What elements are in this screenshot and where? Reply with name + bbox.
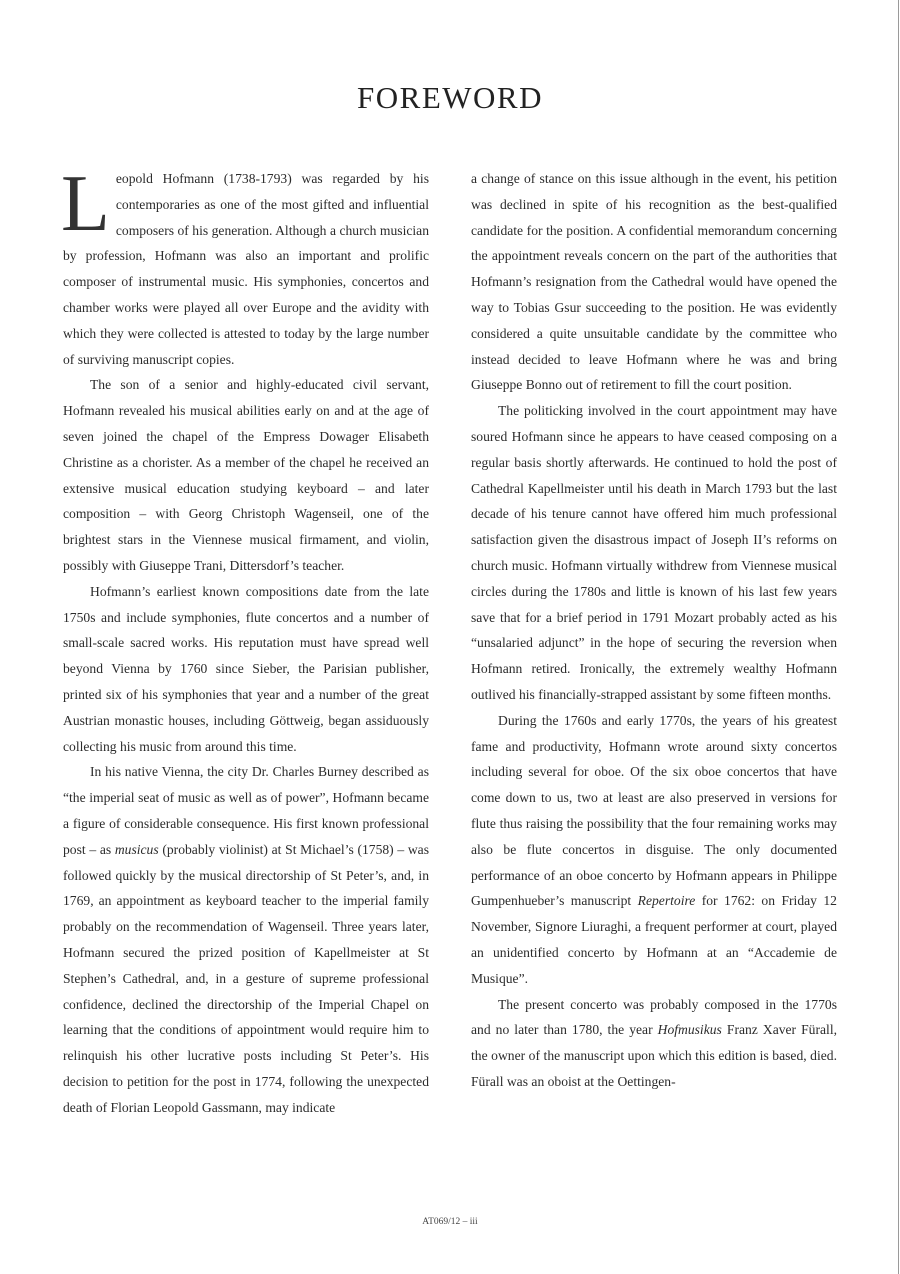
drop-cap: L xyxy=(61,160,110,248)
italic-term: musicus xyxy=(114,841,159,857)
paragraph-text: The present concerto was probably composed in the 1770s and no later than 1780, the year xyxy=(471,996,837,1038)
paragraph xyxy=(471,708,837,992)
paragraph: a change of stance on this issue although in the event, his petition was declined in spite of his recognition as the best-qualified candidate for the position. A confidential memorandum concerning the appointment reveals concern on the part of the authorities that Hofmann’s resignation from the Cathedral would have opened the way to Tobias Gsur succeeding to the position. He was evidently considered a quite unsuitable candidate by the committee who instead decided to leave Hofmann where he was and bring Giuseppe Bonno out of retirement to fill the court position. xyxy=(471,171,837,393)
right-text-column xyxy=(471,166,837,1095)
page-title: FOREWORD xyxy=(357,80,543,115)
paragraph-text: Franz Xaver Fürall, the owner of the manuscript upon which this edition is based, died. Fürall was an oboist at the Oettingen- xyxy=(471,1022,837,1089)
paragraph: The politicking involved in the court appointment may have soured Hofmann since he appears to have ceased composing on a regular basis shortly afterwards. He continued to hold the post of Cathedral Kapellmeister until his death in March 1793 but the last decade of his tenure cannot have offered him much professional satisfaction given the disastrous impact of Joseph II’s reforms on church music. Hofmann virtually withdrew from Viennese musical circles during the 1780s and little is known of his last few years save that for a brief period in 1791 Mozart probably acted as his “unsalaried adjunct” in the hope of securing the reversion when Hofmann retired. Ironically, the extremely wealthy Hofmann outlived his financially-strapped assistant by some fifteen months. xyxy=(471,403,837,702)
paragraph-text: for 1762: on Friday 12 November, Signore Liuraghi, a frequent performer at court, played an unidentified concerto by Hofmann at an “Accademie de Musique”. xyxy=(471,893,837,986)
paragraph xyxy=(61,160,429,372)
paragraph-text: During the 1760s and early 1770s, the years of his greatest fame and productivity, Hofmann wrote around sixty concertos including several for oboe. Of the six oboe concertos that have come down to us, two at least are also preserved in versions for flute thus raising the possibility that the four remaining works may also be flute concertos in disguise. The only documented performance of an oboe concerto by Hofmann appears in Philippe Gumpenhueber’s manuscript xyxy=(471,712,837,909)
page-edge-border xyxy=(898,0,899,1274)
paragraph xyxy=(471,992,837,1095)
paragraph-text: In his native Vienna, the city Dr. Charles Burney described as “the imperial seat of music as well as of power”, Hofmann became a figure of considerable consequence. His first known professional post – as xyxy=(63,764,429,857)
italic-term: Hofmusikus xyxy=(657,1022,722,1038)
left-text-column xyxy=(61,160,429,1120)
paragraph: Hofmann’s earliest known compositions date from the late 1750s and include symphonies, flute concertos and a number of small-scale sacred works. His reputation must have spread well beyond Vienna by 1760 since Sieber, the Parisian publisher, printed six of his symphonies that year and a number of the great Austrian monastic houses, including Göttweig, began assiduously collecting his music from around this time. xyxy=(63,583,429,754)
paragraph xyxy=(63,759,429,1120)
paragraph-text: eopold Hofmann (1738-1793) was regarded by his contemporaries as one of the most gifted and influential composers of his generation. Although a church musician by profession, Hofmann was also an important and prolific composer of instrumental music. His symphonies, concertos and chamber works were played all over Europe and the avidity with which they were collected is attested to today by the large number of surviving manuscript copies. xyxy=(63,171,429,367)
paragraph: The son of a senior and highly-educated civil servant, Hofmann revealed his musical abilities early on and at the age of seven joined the chapel of the Empress Dowager Elisabeth Christine as a chorister. As a member of the chapel he received an extensive musical education studying keyboard – and later composition – with Georg Christoph Wagenseil, one of the brightest stars in the Viennese musical firmament, and violin, possibly with Giuseppe Trani, Dittersdorf’s teacher. xyxy=(63,377,429,573)
paragraph-text: (probably violinist) at St Michael’s (1758) – was followed quickly by the musical directorship of St Peter’s, and, in 1769, an appointment as keyboard teacher to the imperial family probably on the recommendation of Wagenseil. Three years later, Hofmann secured the prized position of Kapellmeister at St Stephen’s Cathedral, and, in a gesture of supreme professional confidence, declined the directorship of the Imperial Chapel on learning that the conditions of appointment would require him to relinquish his other lucrative posts including St Peter’s. His decision to petition for the post in 1774, following the unexpected death of Florian Leopold Gassmann, may indicate xyxy=(63,841,429,1115)
page-footer: AT069/12 – iii xyxy=(422,1217,478,1227)
italic-term: Repertoire xyxy=(637,893,696,909)
